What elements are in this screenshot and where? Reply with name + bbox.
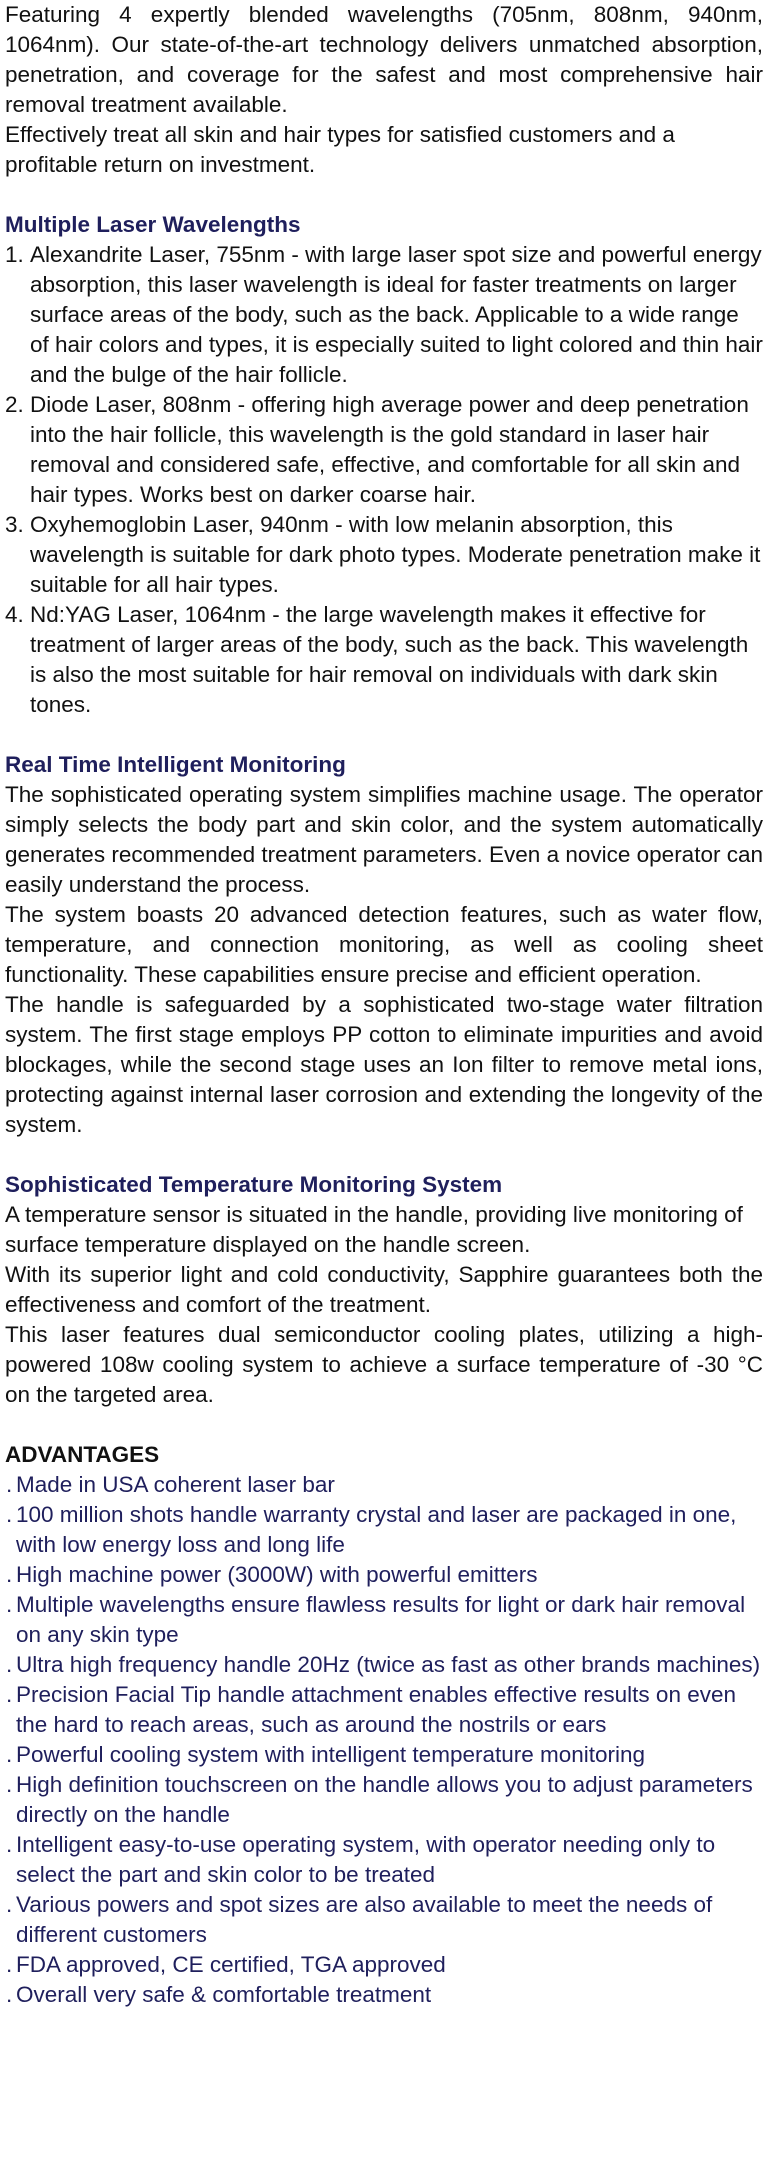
list-item-text: 100 million shots handle warranty crystal and laser are packaged in one, with low energy loss and long life (16, 1502, 737, 1557)
list-item (5, 240, 763, 390)
section-spacer (5, 180, 763, 210)
list-item (5, 1770, 763, 1830)
bullet-dot: . (6, 1952, 13, 1977)
temperature-section (5, 1170, 763, 1410)
list-number: 4. (5, 602, 24, 627)
bullet-dot: . (6, 1502, 13, 1527)
section-heading: Real Time Intelligent Monitoring (5, 752, 346, 777)
list-item-text: Various powers and spot sizes are also available to meet the needs of different customers (16, 1892, 713, 1947)
bullet-dot: . (6, 1682, 13, 1707)
list-item (5, 510, 763, 600)
list-item-text: Precision Facial Tip handle attachment enables effective results on even the hard to reach areas, such as around the nostrils or ears (16, 1682, 736, 1737)
list-item-text: Overall very safe & comfortable treatment (16, 1982, 432, 2007)
list-item (5, 1590, 763, 1650)
list-item (5, 1680, 763, 1740)
list-item (5, 1950, 763, 1980)
body-paragraph: With its superior light and cold conductivity, Sapphire guarantees both the effectiveness and comfort of the treatment. (5, 1262, 763, 1317)
body-paragraph: The handle is safeguarded by a sophisticated two-stage water filtration system. The first stage employs PP cotton to eliminate impurities and avoid blockages, while the second stage uses an Ion filter to remove metal ions, protecting against internal laser corrosion and extending the longevity of the system. (5, 992, 763, 1137)
intro-paragraph: Effectively treat all skin and hair types for satisfied customers and a profitable return on investment. (5, 122, 675, 177)
section-spacer (5, 720, 763, 750)
list-item-text: Nd:YAG Laser, 1064nm - the large wavelength makes it effective for treatment of larger areas of the body, such as the back. This wavelength is also the most suitable for hair removal on individuals with dark skin tones. (30, 602, 749, 717)
list-item-text: Diode Laser, 808nm - offering high average power and deep penetration into the hair follicle, this wavelength is the gold standard in laser hair removal and considered safe, effective, and comfortable for all skin and hair types. Works best on darker coarse hair. (30, 392, 749, 507)
advantages-list (5, 1470, 763, 2010)
body-paragraph: A temperature sensor is situated in the handle, providing live monitoring of surface temperature displayed on the handle screen. (5, 1202, 743, 1257)
advantages-section (5, 1440, 763, 2010)
list-item-text: High definition touchscreen on the handle allows you to adjust parameters directly on the handle (16, 1772, 753, 1827)
body-paragraph: The system boasts 20 advanced detection features, such as water flow, temperature, and connection monitoring, as well as cooling sheet functionality. These capabilities ensure precise and efficient operation. (5, 902, 763, 987)
bullet-dot: . (6, 1772, 13, 1797)
list-item (5, 1740, 763, 1770)
section-heading: ADVANTAGES (5, 1442, 160, 1467)
list-item-text: Multiple wavelengths ensure flawless results for light or dark hair removal on any skin type (16, 1592, 746, 1647)
list-item (5, 1830, 763, 1890)
bullet-dot: . (6, 1742, 13, 1767)
bullet-dot: . (6, 1652, 13, 1677)
list-item (5, 1470, 763, 1500)
body-paragraph: The sophisticated operating system simplifies machine usage. The operator simply selects the body part and skin color, and the system automatically generates recommended treatment parameters. Even a novice operator can easily understand the process. (5, 782, 763, 897)
section-heading: Sophisticated Temperature Monitoring System (5, 1172, 503, 1197)
bullet-dot: . (6, 1592, 13, 1617)
bullet-dot: . (6, 1832, 13, 1857)
list-item (5, 1890, 763, 1950)
list-number: 2. (5, 392, 24, 417)
intro-section (5, 0, 763, 180)
list-item (5, 1980, 763, 2010)
bullet-dot: . (6, 1892, 13, 1917)
bullet-dot: . (6, 1982, 13, 2007)
list-number: 1. (5, 242, 24, 267)
section-spacer (5, 1410, 763, 1440)
list-number: 3. (5, 512, 24, 537)
list-item (5, 1650, 763, 1680)
intro-paragraph: Featuring 4 expertly blended wavelengths (705nm, 808nm, 940nm, 1064nm). Our state-of-the-art technology delivers unmatched absorption, penetration, and coverage for the safest and most comprehensive hair removal treatment available. (5, 2, 763, 117)
list-item-text: Intelligent easy-to-use operating system, with operator needing only to select the part and skin color to be treated (16, 1832, 716, 1887)
list-item-text: Oxyhemoglobin Laser, 940nm - with low melanin absorption, this wavelength is suitable for dark photo types. Moderate penetration make it suitable for all hair types. (30, 512, 761, 597)
bullet-dot: . (6, 1472, 13, 1497)
list-item (5, 600, 763, 720)
list-item (5, 390, 763, 510)
wavelengths-section (5, 210, 763, 720)
monitoring-section (5, 750, 763, 1140)
wavelength-list (5, 240, 763, 720)
list-item-text: Alexandrite Laser, 755nm - with large laser spot size and powerful energy absorption, this laser wavelength is ideal for faster treatments on larger surface areas of the body, such as the back. Applicable to a wide range of hair colors and types, it is especially suited to light colored and thin hair and the bulge of the hair follicle. (30, 242, 763, 387)
body-paragraph: This laser features dual semiconductor cooling plates, utilizing a high-powered 108w cooling system to achieve a surface temperature of -30 °C on the targeted area. (5, 1322, 763, 1407)
bullet-dot: . (6, 1562, 13, 1587)
section-spacer (5, 1140, 763, 1170)
list-item-text: FDA approved, CE certified, TGA approved (16, 1952, 446, 1977)
list-item-text: Ultra high frequency handle 20Hz (twice as fast as other brands machines) (16, 1652, 761, 1677)
list-item (5, 1560, 763, 1590)
list-item (5, 1500, 763, 1560)
list-item-text: Powerful cooling system with intelligent temperature monitoring (16, 1742, 646, 1767)
section-heading: Multiple Laser Wavelengths (5, 212, 301, 237)
list-item-text: Made in USA coherent laser bar (16, 1472, 335, 1497)
list-item-text: High machine power (3000W) with powerful emitters (16, 1562, 538, 1587)
